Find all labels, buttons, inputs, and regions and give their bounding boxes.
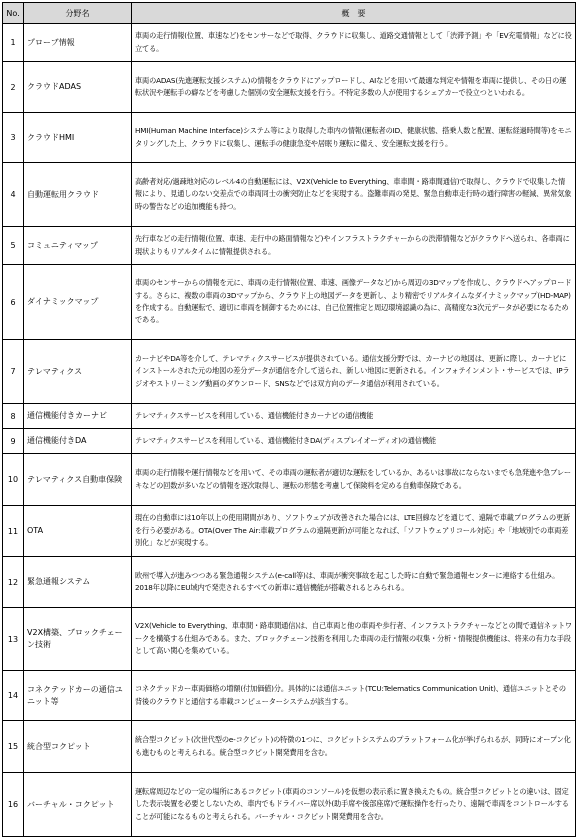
header-desc: 概 要 [132, 3, 576, 24]
row-desc: テレマティクスサービスを利用している、通信機能付きDA(ディスプレイオーディオ)の通信機能 [132, 429, 576, 454]
row-no: 13 [3, 608, 24, 671]
table-row [3, 429, 576, 454]
table-row [3, 773, 576, 837]
row-desc: 車両のセンサーからの情報を元に、車両の走行情報(位置、車速、画像データなど)から周辺の3Dマップを作成し、クラウドへアップロードする。さらに、複数の車両の3Dマップから、クラウド上の地図データを更新し、より精密でリアルタイムなダイナミックマップ(HD-MAP)を作成する。自動運転で、適切に車両を制御するためには、自己位置推定と周辺環境認識の為に、高精度な3次元データが必要になるためである。 [132, 265, 576, 340]
row-name: 通信機能付きカーナビ [24, 404, 132, 429]
row-desc: 現在の自動車には10年以上の使用期間があり、ソフトウェアが改善された場合には、LTE回線などを通じて、遠隔で車載プログラムの更新を行う必要がある。OTA(Over The Air:車載プログラムの遠隔更新)が可能となれば、「ソフトウェアリコール対応」や「地域別での車両差別化」などが実現する。 [132, 506, 576, 557]
row-no: 5 [3, 227, 24, 265]
table-row [3, 671, 576, 721]
row-name: 緊急通報システム [24, 557, 132, 608]
row-desc: HMI(Human Machine Interface)システム等により取得した車内の情報(運転者のID、健康状態、搭乗人数と配置、運転経過時間等)をモニタリングした上、クラウドに収集し、運転手の健康急変や居眠り運転に備え、安全運転支援を行う。 [132, 113, 576, 163]
row-name: OTA [24, 506, 132, 557]
row-no: 3 [3, 113, 24, 163]
row-name: バーチャル・コクピット [24, 773, 132, 837]
row-no: 4 [3, 163, 24, 227]
row-no: 11 [3, 506, 24, 557]
row-desc: 車両の走行情報や運行情報などを用いて、その車両の運転者が適切な運転をしているか、あるいは事故にならないまでも急発進や急ブレーキなどの回数が多いなどの情報を逐次取得し、運転の形態を考慮して保険料を定める自動車保険である。 [132, 454, 576, 506]
table-row [3, 113, 576, 163]
table-row [3, 608, 576, 671]
row-desc: V2X(Vehicle to Everything、車車間・路車間通信)は、自己車両と他の車両や歩行者、インフラストラクチャーなどとの間で通信ネットワークを構築する仕組みである。また、ブロックチェーン技術を利用した車両の走行情報の収集・分析・情報提供機能は、将来の有力な手段として高い関心を集めている。 [132, 608, 576, 671]
table-row [3, 340, 576, 404]
row-name: 統合型コクピット [24, 721, 132, 773]
row-name: クラウドADAS [24, 62, 132, 113]
row-name: コミュニティマップ [24, 227, 132, 265]
table-row [3, 721, 576, 773]
row-no: 7 [3, 340, 24, 404]
table-row [3, 454, 576, 506]
header-name: 分野名 [24, 3, 132, 24]
row-desc: 欧州で導入が進みつつある緊急通報システム(e-call等)は、車両が衝突事故を起こした時に自動で緊急通報センターに連絡する仕組み。2018年以降にEU域内で発売されるすべての新車に通信機能が搭載されるとみられる。 [132, 557, 576, 608]
row-desc: 先行車などの走行情報(位置、車速、走行中の路面情報など)やインフラストラクチャーからの渋滞情報などがクラウドへ送られ、各車両に現状よりもリアルタイムに情報提供される。 [132, 227, 576, 265]
table-row [3, 163, 576, 227]
row-name: テレマティクス [24, 340, 132, 404]
row-desc: カーナビやDA等を介して、テレマティクスサービスが提供されている。通信支援分野では、カーナビの地図は、更新に際し、カーナビにインストールされた元の地図の差分データが通信を介して送られ、新しい地図に更新される。インフォテインメント・サービスでは、IPラジオやストリーミング動画のダウンロード、SNSなどでは双方向のデータ通信が利用されている。 [132, 340, 576, 404]
row-name: 通信機能付きDA [24, 429, 132, 454]
row-no: 16 [3, 773, 24, 837]
table-row [3, 62, 576, 113]
table-row [3, 506, 576, 557]
row-name: V2X構築、ブロックチェーン技術 [24, 608, 132, 671]
header-no: No. [3, 3, 24, 24]
row-desc: 高齢者対応/過疎地対応のレベル4の自動運転には、V2X(Vehicle to Everything、車車間・路車間通信)で取得し、クラウドで収集した情報により、見通しのない交差点での車両同士の衝突防止などを実現する。盗難車両の発見、緊急自動車走行時の通行障害の軽減、異常気象時の警告などの追加機能も持つ。 [132, 163, 576, 227]
row-name: ダイナミックマップ [24, 265, 132, 340]
table-row [3, 227, 576, 265]
row-name: テレマティクス自動車保険 [24, 454, 132, 506]
table-row [3, 557, 576, 608]
row-name: プローブ情報 [24, 24, 132, 62]
table-header-row [3, 3, 576, 24]
row-desc: 運転席周辺などの一定の場所にあるコクピット(車両のコンソール)を仮想の表示系に置き換えたもの。統合型コクピットとの違いは、固定した表示装置を必要としないため、車内でもドライバー席以外(助手席や後部座席)で運転操作を行ったり、遠隔で車両をコントロールすることが可能になるものと考えられる。バーチャル・コクピット開発費用を含む。 [132, 773, 576, 837]
row-no: 10 [3, 454, 24, 506]
row-name: クラウドHMI [24, 113, 132, 163]
row-name: 自動運転用クラウド [24, 163, 132, 227]
row-no: 12 [3, 557, 24, 608]
row-desc: 車両のADAS(先進運転支援システム)の情報をクラウドにアップロードし、AIなどを用いて最適な判定や情報を車両に提供し、その日の運転状況や運転手の癖などを考慮した個別の安全運転支援を行う。不特定多数の人が使用するシェアカーで役立つといわれる。 [132, 62, 576, 113]
row-desc: 車両の走行情報(位置、車速など)をセンサーなどで取得、クラウドに収集し、道路交通情報として「渋滞予測」や「EV充電情報」などに役立てる。 [132, 24, 576, 62]
table-row [3, 265, 576, 340]
row-desc: 統合型コクピット(次世代型のe-コクピット)の特徴の1つに、コクピットシステムのプラットフォーム化が挙げられるが、同時にオープン化も進むものと考えられる。統合型コクピット開発費用を含む。 [132, 721, 576, 773]
row-no: 9 [3, 429, 24, 454]
row-no: 14 [3, 671, 24, 721]
row-no: 2 [3, 62, 24, 113]
overview-table [2, 2, 576, 837]
row-name: コネクテッドカーの通信ユニット等 [24, 671, 132, 721]
table-row [3, 24, 576, 62]
row-desc: コネクテッドカー車両価格の増額(付加価値)分。具体的には通信ユニット(TCU:Telematics Communication Unit)、通信ユニットとその背後のクラウドと通信する車載コンピューターシステムが該当する。 [132, 671, 576, 721]
row-no: 8 [3, 404, 24, 429]
row-desc: テレマティクスサービスを利用している、通信機能付きカーナビの通信機能 [132, 404, 576, 429]
row-no: 15 [3, 721, 24, 773]
table-row [3, 404, 576, 429]
row-no: 6 [3, 265, 24, 340]
row-no: 1 [3, 24, 24, 62]
